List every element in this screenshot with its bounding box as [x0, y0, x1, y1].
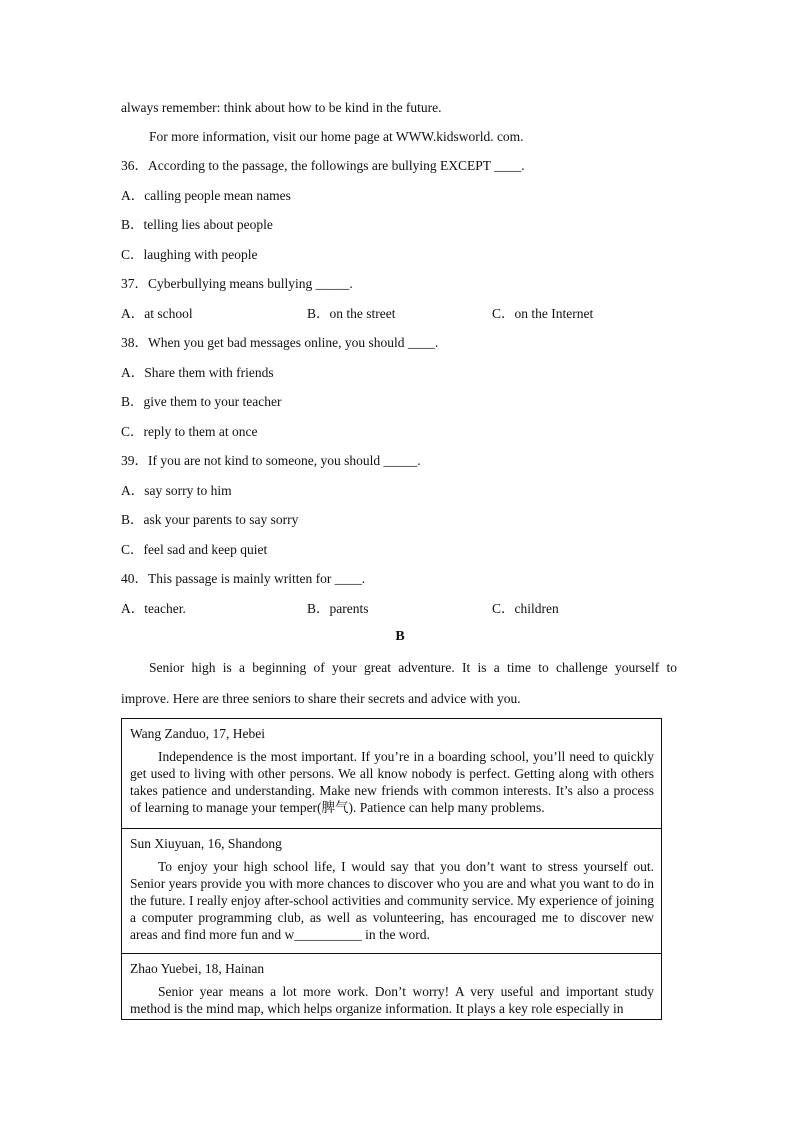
profiles-table [121, 718, 662, 1020]
question-36-stem: 36．According to the passage, the followings are bullying EXCEPT ____. [121, 158, 525, 173]
question-37-option-a: A．at school [121, 306, 193, 321]
question-38-option-c: C．reply to them at once [121, 424, 258, 439]
question-37-option-c: C．on the Internet [492, 306, 594, 321]
question-36-option-c: C．laughing with people [121, 247, 258, 262]
question-40-option-b: B．parents [307, 601, 369, 616]
question-39-option-b: B．ask your parents to say sorry [121, 512, 299, 527]
intro-line-1: always remember: think about how to be kind in the future. [121, 100, 442, 115]
question-37-option-b: B．on the street [307, 306, 396, 321]
profile-name: Sun Xiuyuan, 16, Shandong [130, 836, 282, 851]
question-38-stem: 38．When you get bad messages online, you should ____. [121, 335, 439, 350]
question-36-option-b: B．telling lies about people [121, 217, 273, 232]
profile-box [122, 719, 661, 829]
section-title: B [395, 629, 405, 644]
question-39-stem: 39．If you are not kind to someone, you should _____. [121, 453, 421, 468]
profile-text: To enjoy your high school life, I would say that you don’t want to stress yourself out. Senior years provide you with more chances to discover who you are and what you want to do in the future. I really enjoy after-school activities and community service. My experience of joining a computer programming club, as well as volunteering, has encouraged me to discover new areas and find more fun and w__________ in the word. [130, 859, 654, 942]
question-37-options [121, 305, 681, 323]
question-36-option-a: A．calling people mean names [121, 188, 291, 203]
profile-name: Zhao Yuebei, 18, Hainan [130, 961, 265, 976]
question-40-option-c: C．children [492, 601, 559, 616]
section-intro-line-2: improve. Here are three seniors to share their secrets and advice with you. [121, 691, 521, 706]
question-40-stem: 40．This passage is mainly written for ____. [121, 571, 366, 586]
question-40-option-a: A．teacher. [121, 601, 186, 616]
question-39-option-c: C．feel sad and keep quiet [121, 542, 268, 557]
intro-line-2: For more information, visit our home page at WWW.kidsworld. com. [149, 129, 524, 144]
question-40-options [121, 600, 681, 618]
section-intro-line-1: Senior high is a beginning of your great adventure. It is a time to challenge yourself to [149, 660, 677, 675]
profile-text: Independence is the most important. If you’re in a boarding school, you’ll need to quickly get used to living with other persons. We all know nobody is perfect. Getting along with others takes patience and understanding. Make new friends with common interests. It’s also a process of learning to manage your temper(脾气). Patience can help many problems. [130, 749, 654, 815]
profile-name: Wang Zanduo, 17, Hebei [130, 726, 265, 741]
profile-box [122, 829, 661, 954]
question-39-option-a: A．say sorry to him [121, 483, 232, 498]
question-38-option-a: A．Share them with friends [121, 365, 274, 380]
profile-text: Senior year means a lot more work. Don’t worry! A very useful and important study method is the mind map, which helps organize information. It plays a key role especially in [130, 984, 654, 1016]
question-38-option-b: B．give them to your teacher [121, 394, 282, 409]
question-37-stem: 37．Cyberbullying means bullying _____. [121, 276, 353, 291]
profile-box [122, 954, 661, 1019]
